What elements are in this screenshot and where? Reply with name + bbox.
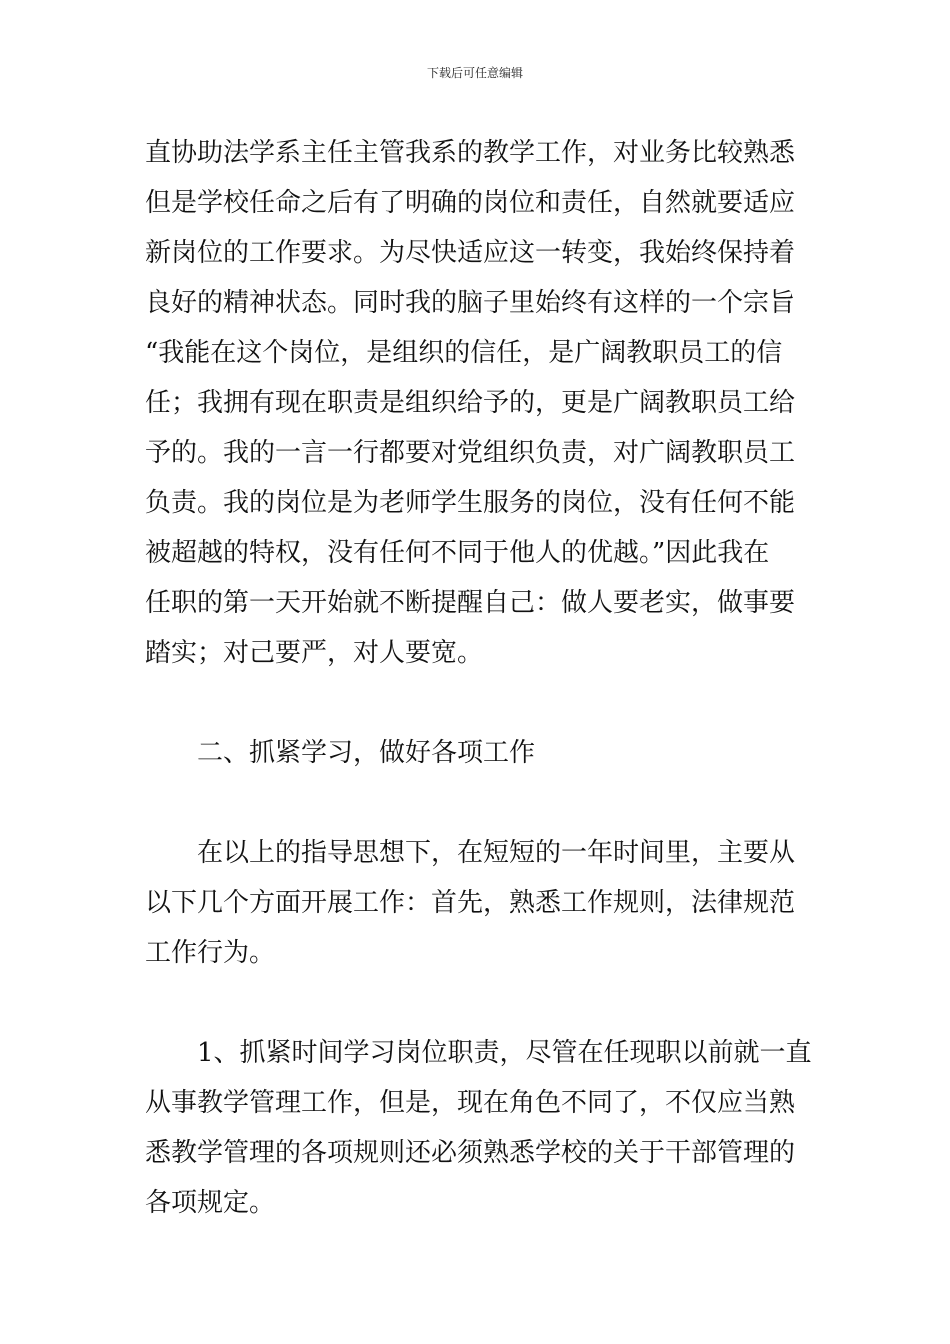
text-line: 工作行为。 <box>145 938 276 968</box>
paragraph-3 <box>145 1028 810 1228</box>
text-line: 任职的第一天开始就不断提醒自己：做人要老实，做事要 <box>145 588 796 618</box>
paragraph-2 <box>145 828 810 978</box>
text-line: 被超越的特权，没有任何不同于他人的优越。”因此我在 <box>145 538 770 568</box>
text-line: 予的。我的一言一行都要对党组织负责，对广阔教职员工 <box>145 438 796 468</box>
text-line: “我能在这个岗位，是组织的信任，是广阔教职员工的信 <box>145 338 783 368</box>
text-line: 但是学校任命之后有了明确的岗位和责任，自然就要适应 <box>145 188 796 218</box>
text-line: 良好的精神状态。同时我的脑子里始终有这样的一个宗旨 <box>145 288 796 318</box>
paragraph-spacer <box>145 978 810 1028</box>
paragraph-spacer <box>145 778 810 828</box>
text-line: 1、抓紧时间学习岗位职责，尽管在任现职以前就一直 <box>197 1038 812 1068</box>
document-body <box>145 128 810 1228</box>
text-line: 从事教学管理工作，但是，现在角色不同了，不仅应当熟 <box>145 1088 796 1118</box>
paragraph-1 <box>145 128 810 678</box>
section-heading-text: 二、抓紧学习，做好各项工作 <box>197 738 536 768</box>
paragraph-spacer <box>145 678 810 728</box>
text-line: 踏实；对己要严，对人要宽。 <box>145 638 484 668</box>
text-line: 负责。我的岗位是为老师学生服务的岗位，没有任何不能 <box>145 488 796 518</box>
text-line: 新岗位的工作要求。为尽快适应这一转变，我始终保持着 <box>145 238 796 268</box>
text-line: 各项规定。 <box>145 1188 276 1218</box>
text-line: 直协助法学系主任主管我系的教学工作，对业务比较熟悉 <box>145 138 796 168</box>
text-line: 任；我拥有现在职责是组织给予的，更是广阔教职员工给 <box>145 388 796 418</box>
text-line: 以下几个方面开展工作：首先，熟悉工作规则，法律规范 <box>145 888 796 918</box>
text-line: 在以上的指导思想下，在短短的一年时间里，主要从 <box>197 838 796 868</box>
text-line: 悉教学管理的各项规则还必须熟悉学校的关于干部管理的 <box>145 1138 796 1168</box>
page-header-note: 下载后可任意编辑 <box>426 66 523 80</box>
section-heading <box>145 728 810 778</box>
